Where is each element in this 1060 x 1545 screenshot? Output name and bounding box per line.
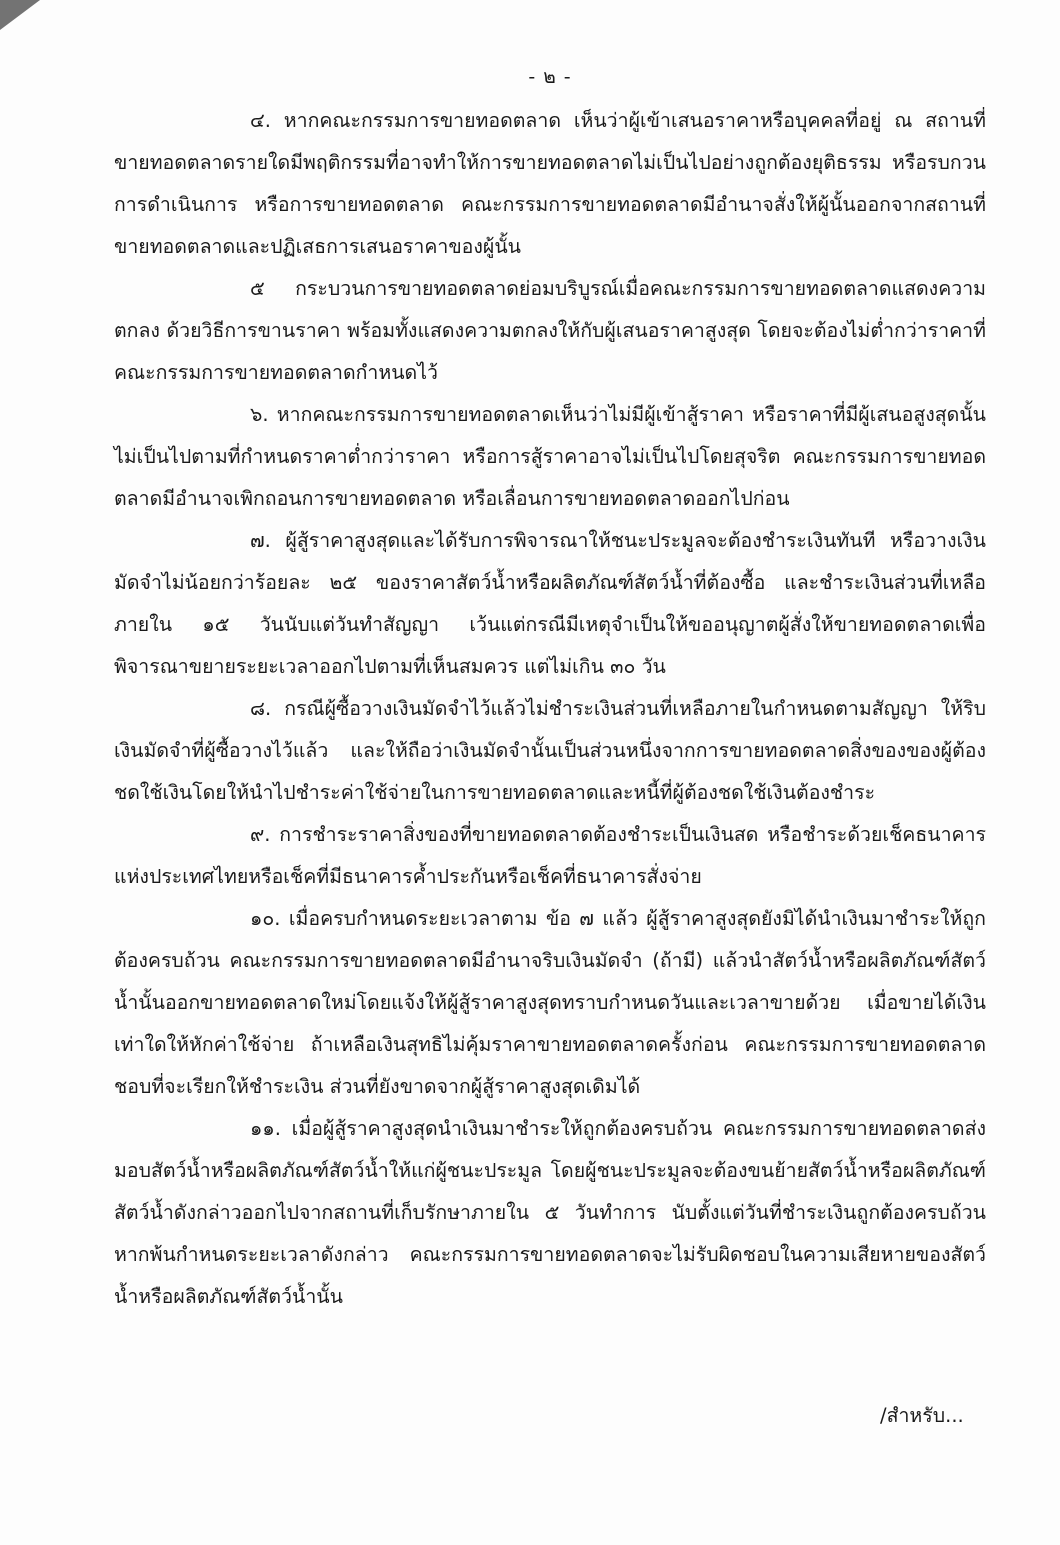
clause-6-text: ๖. หากคณะกรรมการขายทอดตลาดเห็นว่าไม่มีผู้เข้าสู้ราคา หรือราคาที่มีผู้เสนอสูงสุดนั้นไม่เป็นไปตามที่กำหนดราคาต่ำกว่าราคา หรือการสู้ราคาอาจไม่เป็นไปโดยสุจริต คณะกรรมการขายทอดตลาดมีอำนาจเพิกถอนการขายทอดตลาด หรือเลื่อนการขายทอดตลาดออกไปก่อน (114, 403, 986, 510)
clause-11 (114, 1108, 986, 1318)
clause-4-text: ๔. หากคณะกรรมการขายทอดตลาด เห็นว่าผู้เข้าเสนอราคาหรือบุคคลที่อยู่ ณ สถานที่ขายทอดตลาดรายใดมีพฤติกรรมที่อาจทำให้การขายทอดตลาดไม่เป็นไปอย่างถูกต้องยุติธรรม หรือรบกวนการดำเนินการ หรือการขายทอดตลาด คณะกรรมการขายทอดตลาดมีอำนาจสั่งให้ผู้นั้นออกจากสถานที่ขายทอดตลาดและปฏิเสธการเสนอราคาของผู้นั้น (114, 109, 986, 258)
clause-9-text: ๙. การชำระราคาสิ่งของที่ขายทอดตลาดต้องชำระเป็นเงินสด หรือชำระด้วยเช็คธนาคารแห่งประเทศไทยหรือเช็คที่มีธนาคารค้ำประกันหรือเช็คที่ธนาคารสั่งจ่าย (114, 823, 986, 888)
clause-4 (114, 100, 986, 268)
clause-7-text: ๗. ผู้สู้ราคาสูงสุดและได้รับการพิจารณาให้ชนะประมูลจะต้องชำระเงินทันที หรือวางเงินมัดจำไม่น้อยกว่าร้อยละ ๒๕ ของราคาสัตว์น้ำหรือผลิตภัณฑ์สัตว์น้ำที่ต้องซื้อ และชำระเงินส่วนที่เหลือภายใน ๑๕ วันนับแต่วันทำสัญญา เว้นแต่กรณีมีเหตุจำเป็นให้ขออนุญาตผู้สั่งให้ขายทอดตลาดเพื่อพิจารณาขยายระยะเวลาออกไปตามที่เห็นสมควร แต่ไม่เกิน ๓๐ วัน (114, 529, 986, 678)
clause-5 (114, 268, 986, 394)
clause-8-text: ๘. กรณีผู้ซื้อวางเงินมัดจำไว้แล้วไม่ชำระเงินส่วนที่เหลือภายในกำหนดตามสัญญา ให้ริบเงินมัดจำที่ผู้ซื้อวางไว้แล้ว และให้ถือว่าเงินมัดจำนั้นเป็นส่วนหนึ่งจากการขายทอดตลาดสิ่งของของผู้ต้องชดใช้เงินโดยให้นำไปชำระค่าใช้จ่ายในการขายทอดตลาดและหนี้ที่ผู้ต้องชดใช้เงินต้องชำระ (114, 697, 986, 804)
clause-10-text: ๑๐. เมื่อครบกำหนดระยะเวลาตาม ข้อ ๗ แล้ว ผู้สู้ราคาสูงสุดยังมิได้นำเงินมาชำระให้ถูกต้องครบถ้วน คณะกรรมการขายทอดตลาดมีอำนาจริบเงินมัดจำ (ถ้ามี) แล้วนำสัตว์น้ำหรือผลิตภัณฑ์สัตว์น้ำนั้นออกขายทอดตลาดใหม่โดยแจ้งให้ผู้สู้ราคาสูงสุดทราบกำหนดวันและเวลาขายด้วย เมื่อขายได้เงินเท่าใดให้หักค่าใช้จ่าย ถ้าเหลือเงินสุทธิไม่คุ้มราคาขายทอดตลาดครั้งก่อน คณะกรรมการขายทอดตลาดชอบที่จะเรียกให้ชำระเงิน ส่วนที่ยังขาดจากผู้สู้ราคาสูงสุดเดิมได้ (114, 907, 986, 1098)
clause-11-text: ๑๑. เมื่อผู้สู้ราคาสูงสุดนำเงินมาชำระให้ถูกต้องครบถ้วน คณะกรรมการขายทอดตลาดส่งมอบสัตว์น้ำหรือผลิตภัณฑ์สัตว์น้ำให้แก่ผู้ชนะประมูล โดยผู้ชนะประมูลจะต้องขนย้ายสัตว์น้ำหรือผลิตภัณฑ์สัตว์น้ำดังกล่าวออกไปจากสถานที่เก็บรักษาภายใน ๕ วันทำการ นับตั้งแต่วันที่ชำระเงินถูกต้องครบถ้วนหากพ้นกำหนดระยะเวลาดังกล่าว คณะกรรมการขายทอดตลาดจะไม่รับผิดชอบในความเสียหายของสัตว์น้ำหรือผลิตภัณฑ์สัตว์น้ำนั้น (114, 1117, 986, 1308)
clause-8 (114, 688, 986, 814)
clause-9 (114, 814, 986, 898)
scan-corner-shadow (0, 0, 40, 30)
clause-7 (114, 520, 986, 688)
clause-6 (114, 394, 986, 520)
continuation-note: /สำหรับ... (880, 1404, 964, 1427)
clause-10 (114, 898, 986, 1108)
page-number: - ๒ - (528, 66, 572, 88)
document-body (114, 100, 986, 1318)
clause-5-text: ๕ กระบวนการขายทอดตลาดย่อมบริบูรณ์เมื่อคณะกรรมการขายทอดตลาดแสดงความตกลง ด้วยวิธีการขานราคา พร้อมทั้งแสดงความตกลงให้กับผู้เสนอราคาสูงสุด โดยจะต้องไม่ต่ำกว่าราคาที่คณะกรรมการขายทอดตลาดกำหนดไว้ (114, 277, 986, 384)
